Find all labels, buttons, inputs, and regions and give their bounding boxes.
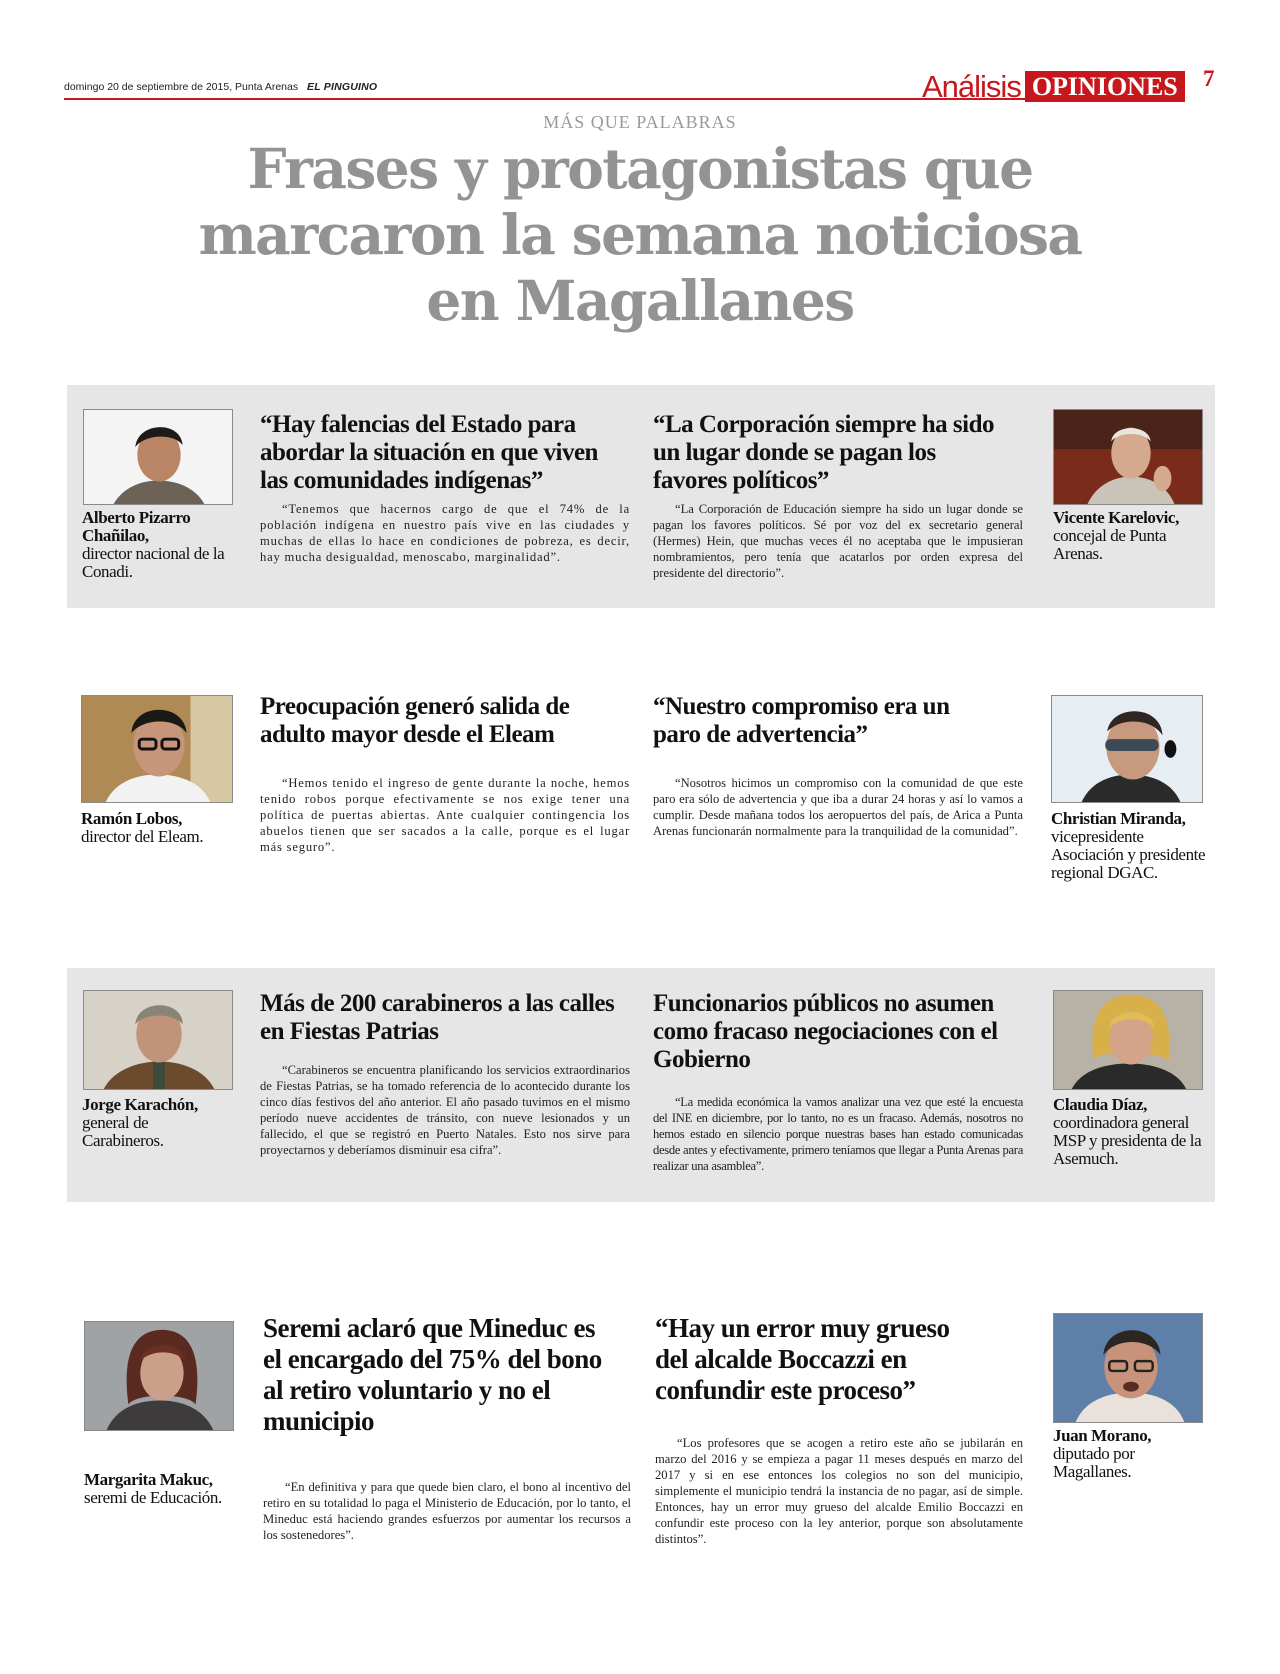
person-name: Juan Morano, [1053,1426,1152,1445]
headline: “Hay falencias del Estado para abordar la situación en que viven las comunidades indígenas” [260,411,598,494]
person-name-block [84,1471,249,1507]
section-tab [918,70,1185,102]
quote-text: “Hemos tenido el ingreso de gente durante la noche, hemos tenido robos porque efectivamente se nos exige tener una política de puertas abiertas. Ante cualquier contingencia los abuelos tienen que ser sacados a la calle, porque es el lugar más seguro”. [260,776,630,854]
quote-text: “Tenemos que hacernos cargo de que el 74% de la población indígena en nuestro país vive en las ciudades y muchas de ellas lo hace en condiciones de pobreza, es decir, hay mucha desigualdad, menoscabo, marginalidad”. [260,502,630,564]
person-name-block [82,1096,232,1150]
person-name: Margarita Makuc, [84,1470,213,1489]
kicker: MÁS QUE PALABRAS [543,112,737,132]
portrait-photo-alberto-pizarro [83,409,233,505]
newspaper-name: EL PINGUINO [307,81,378,93]
section-opiniones: OPINIONES [1025,71,1185,102]
person-role: seremi de Educación. [84,1488,222,1507]
dateline-text: domingo 20 de septiembre de 2015, Punta Arenas [64,81,299,93]
person-role: concejal de Punta Arenas. [1053,526,1167,563]
person-name: Ramón Lobos, [81,809,183,828]
person-name-block [1051,810,1207,882]
person-name: Vicente Karelovic, [1053,508,1179,527]
band-1 [67,385,1215,608]
person-name-block [1053,509,1203,563]
headline: Seremi aclaró que Mineduc es el encargado del 75% del bono al retiro voluntario y no el municipio [263,1313,602,1436]
band-2 [67,683,1215,933]
portrait-photo-christian-miranda [1051,695,1203,803]
headline: Preocupación generó salida de adulto mayor desde el Eleam [260,693,570,748]
quote-text: “La Corporación de Educación siempre ha sido un lugar donde se pagan los favores políticos. Sé por voz del ex secretario general (Hermes) Hein, que muchas veces él no aceptaba que le impusieran nombramientos, pero tenía que acatarlos por orden expresa del presidente del directorio”. [653,502,1023,580]
person-name-block [81,810,241,846]
quote-text: “Los profesores que se acogen a retiro este año se jubilarán en marzo del 2016 y se empieza a pagar 11 meses después en marzo del 2017 y si en ese entonces los colegios no son del municipio, simplemente el municipio tendrá la instancia de no pagar, así de simple. Entonces, hay un error muy grueso del alcalde Emilio Boccazzi en confundir este proceso con la ley anterior, porque son absolutamente distintos”. [655,1436,1023,1546]
person-name: Jorge Karachón, [82,1095,198,1114]
quote-text: “Nosotros hicimos un compromiso con la comunidad de que este paro era sólo de advertencia y que iba a durar 24 horas y así lo vamos a cumplir. Desde mañana todos los aeropuertos del país, de Arica a Punta Arenas funcionarán normalmente para la tranquilidad de la comunidad”. [653,776,1023,838]
page-title: Frases y protagonistas que marcaron la semana noticiosa en Magallanes [198,136,1082,333]
page-number: 7 [1203,66,1215,91]
band-4 [67,1295,1215,1565]
person-role: director nacional de la Conadi. [82,544,225,581]
person-name: Alberto Pizarro Chañilao, [82,508,191,545]
person-name-block [82,509,232,581]
quote-text: “La medida económica la vamos analizar una vez que esté la encuesta del INE en diciembre, por lo tanto, no es un fracaso. Además, nosotros no hemos estado en silencio porque nuestras bases han estado comunicadas desde antes y efectivamente, primero teníamos que llegar a Punta Arenas para realizar una asamblea”. [653,1095,1023,1173]
portrait-photo-claudia-diaz [1053,990,1203,1090]
quote-text: “Carabineros se encuentra planificando los servicios extraordinarios de Fiestas Patrias, se ha tomado referencia de lo acontecido durante los cinco días festivos del año anterior. El año pasado tuvimos en el mismo período nueve accidentes de tránsito, con nueve lesionados y un fallecido, el que se registró en Puerto Natales. Esto nos sirve para proyectarnos y deberíamos disminuir esa cifra”. [260,1063,630,1157]
section-analisis: Análisis [922,69,1021,104]
headline: “Hay un error muy grueso del alcalde Boccazzi en confundir este proceso” [655,1313,950,1405]
portrait-photo-juan-morano [1053,1313,1203,1423]
person-role: diputado por Magallanes. [1053,1444,1135,1481]
quote-text: “En definitiva y para que quede bien claro, el bono al incentivo del retiro en su totalidad lo paga el Ministerio de Educación, por lo tanto, el Mineduc está haciendo grandes esfuerzos por aumentar los recursos a los sostenedores”. [263,1480,631,1542]
dateline [64,81,377,93]
header-rule [64,98,1064,100]
headline: Más de 200 carabineros a las calles en Fiestas Patrias [260,990,615,1045]
person-role: coordinadora general MSP y presidenta de la Asemuch. [1053,1113,1202,1168]
person-name-block [1053,1096,1209,1168]
headline: “Nuestro compromiso era un paro de advertencia” [653,693,950,748]
headline: “La Corporación siempre ha sido un lugar donde se pagan los favores políticos” [653,411,994,494]
portrait-photo-jorge-karachon [83,990,233,1090]
person-role: director del Eleam. [81,827,204,846]
headline: Funcionarios públicos no asumen como fracaso negociaciones con el Gobierno [653,990,998,1073]
band-3 [67,968,1215,1202]
portrait-photo-ramon-lobos [81,695,233,803]
person-role: general de Carabineros. [82,1113,164,1150]
person-name-block [1053,1427,1209,1481]
person-name: Claudia Díaz, [1053,1095,1147,1114]
person-name: Christian Miranda, [1051,809,1186,828]
person-role: vicepresidente Asociación y presidente regional DGAC. [1051,827,1206,882]
portrait-photo-vicente-karelovic [1053,409,1203,505]
portrait-photo-margarita-makuc [84,1321,234,1431]
